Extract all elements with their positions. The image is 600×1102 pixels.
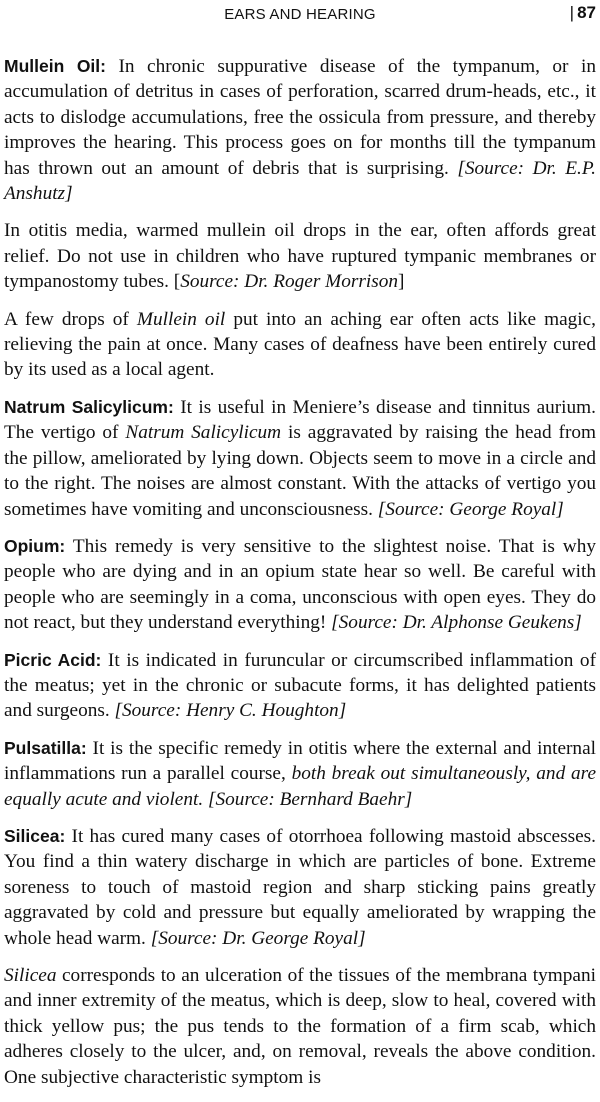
entry-picric-acid [4,648,596,724]
remedy-name: Natrum Salicylicum: [4,396,174,417]
entry-text: This remedy is very sensitive to the slightest noise. That is why people who are dying and in an opium state hear so well. Be careful with people who are seemingly in a coma, unconscious with open eyes. They do not react, but they understand everything! [4,535,596,634]
entry-text: corresponds to an ulceration of the tissues of the membrana tympani and inner extremity of the meatus, which is deep, slow to heal, covered with thick yellow pus; the pus tends to the formation of a firm scab, which adheres closely to the ulcer, and, on removal, reveals the above condition. One subjective characteristic symptom is [4,965,596,1088]
remedy-name: Mullein Oil: [4,56,106,76]
source-citation: Source: Dr. Roger Morrison [180,271,398,293]
remedy-name: Silicea: [4,825,66,846]
entry-text-end: ] [398,271,405,293]
source-citation: [Source: Dr. George Royal] [150,927,366,949]
entry-text: In otitis media, warmed mullein oil drops in the ear, often affords great relief. Do not use in children who have ruptured tympanic membranes or tympanostomy tubes. [ [4,220,596,293]
body-text [4,54,596,1102]
entry-text: A few drops of [4,308,137,330]
remedy-name: Opium: [4,535,66,556]
entry-mullein-oil [4,54,596,206]
emphasis-italic: both break out simultaneously, and are equally acute and violent. [4,763,596,810]
entry-natrum-salicylicum [4,395,596,522]
source-citation: [Source: Bernhard Baehr] [208,788,413,810]
entry-text: It is indicated in furuncular or circumscribed inflammation of the meatus; yet in the chronic or subacute forms, it has delighted patients and surgeons. [4,649,596,722]
entry-silicea [4,824,596,951]
entry-text: It has cured many cases of otorrhoea following mastoid abscesses. You find a thin watery discharge in which are particles of bone. Extreme soreness to touch of mastoid region and sharp sticking pains greatly aggravated by cold and pressure but equally ameliorated by wrapping the whole head warm. [4,825,596,949]
entry-text-end: is aggravated by raising the head from the pillow, ameliorated by lying down. Objects seem to move in a circle and to the right. The noises are almost constant. With the attacks of vertigo you sometimes have vomiting and unconsciousness. [4,422,596,520]
entry-text: It is useful in Meniere’s disease and tinnitus aurium. The vertigo of [4,396,597,444]
entry-text: It is the specific remedy in otitis where the external and internal inflammations run a parallel course, [4,737,596,785]
entry-mullein-oil-otitis [4,218,596,294]
remedy-name: Picric Acid: [4,649,102,670]
entry-silicea-ulceration [4,963,596,1090]
source-citation: [Source: Dr. Alphonse Geukens] [331,612,582,634]
entry-opium [4,534,596,636]
page-number-value: 87 [577,3,596,22]
remedy-italic: Natrum Salicylicum [125,422,282,444]
entry-pulsatilla [4,736,596,812]
remedy-italic: Mullein oil [136,308,226,330]
entry-text-end: put into an aching ear often acts like magic, relieving the pain at once. Many cases of deafness have been entirely cured by its used as a local agent. [4,308,596,381]
source-citation: [Source: George Royal] [377,498,564,520]
entry-text: In chronic suppurative disease of the tympanum, or in accumulation of detritus in cases of perforation, scarred drum-heads, etc., it acts to dislodge accumulations, free the ossicula from pressure, and thereby improves the hearing. This process goes on for months till the tympanum has thrown out an amount of debris that is surprising. [4,56,596,179]
entry-mullein-oil-drops [4,307,596,383]
chapter-title: EARS AND HEARING [224,6,376,23]
page-number: | 87 [569,3,596,22]
source-citation: [Source: Dr. E.P. Anshutz] [4,157,596,205]
remedy-name: Pulsatilla: [4,737,87,758]
running-header [0,2,600,28]
remedy-italic: Silicea [4,965,57,986]
source-citation: [Source: Henry C. Houghton] [114,700,347,722]
